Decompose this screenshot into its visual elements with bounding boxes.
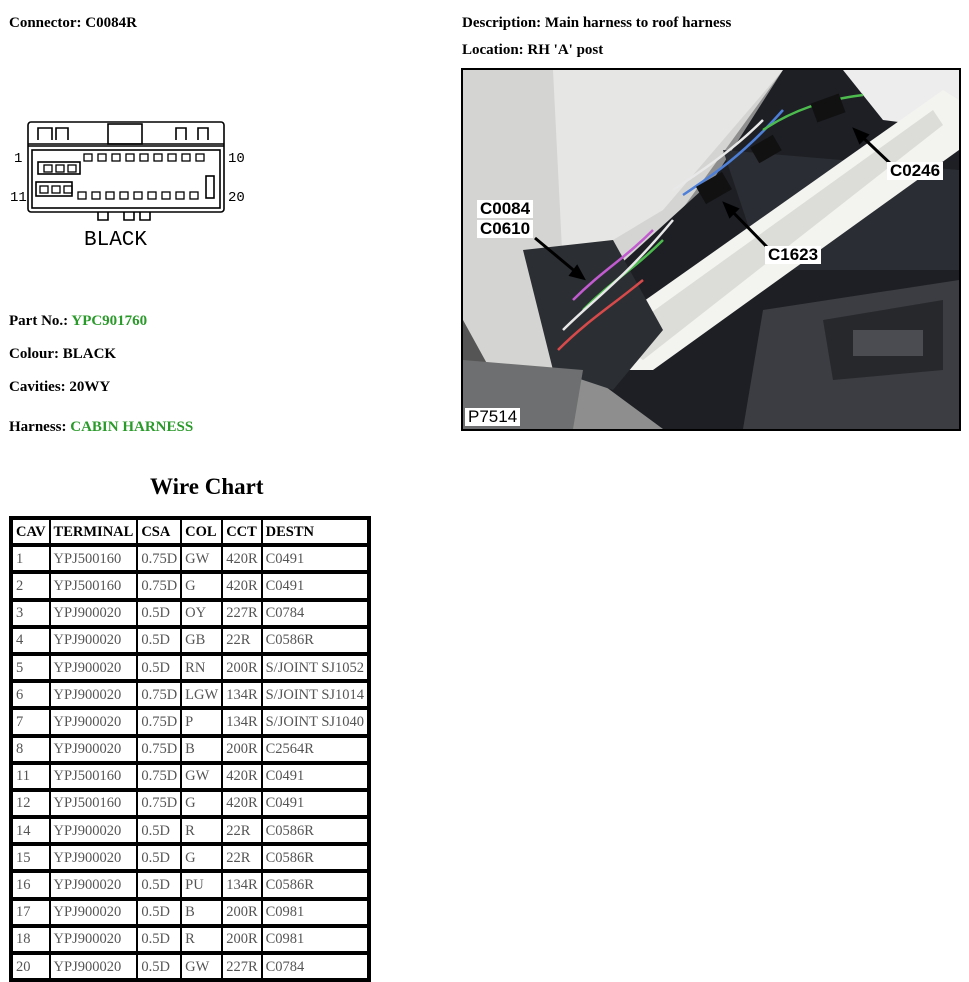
cell-cav: 6: [12, 680, 50, 707]
location-heading: [462, 42, 603, 59]
part-no-line: [9, 313, 147, 330]
callout-c0084: C0084: [477, 200, 533, 218]
cell-cav: 14: [12, 816, 50, 843]
cell-cct: 22R: [222, 816, 261, 843]
cell-csa: 0.75D: [137, 680, 181, 707]
cell-cav: 18: [12, 925, 50, 952]
table-row: [12, 843, 368, 870]
cell-terminal: YPJ900020: [50, 626, 138, 653]
wire-chart-body: [12, 544, 368, 979]
connector-label: Connector:: [9, 15, 82, 31]
cell-cav: 7: [12, 707, 50, 734]
colour-value: BLACK: [62, 346, 117, 362]
cell-cav: 12: [12, 789, 50, 816]
cell-csa: 0.75D: [137, 735, 181, 762]
cell-terminal: YPJ500160: [50, 762, 138, 789]
cell-col: PU: [181, 870, 222, 897]
cell-terminal: YPJ500160: [50, 571, 138, 598]
cell-terminal: YPJ900020: [50, 653, 138, 680]
cell-terminal: YPJ900020: [50, 599, 138, 626]
connector-heading: [9, 15, 137, 32]
cell-cct: 134R: [222, 870, 261, 897]
table-row: [12, 762, 368, 789]
cell-cct: 420R: [222, 571, 261, 598]
cell-csa: 0.5D: [137, 653, 181, 680]
cell-destn: C0491: [262, 544, 368, 571]
cell-destn: C0586R: [262, 843, 368, 870]
table-row: [12, 599, 368, 626]
header-cav: CAV: [12, 519, 50, 544]
cavities-line: [9, 379, 110, 396]
cell-cct: 134R: [222, 680, 261, 707]
cell-col: GW: [181, 952, 222, 979]
callout-c0610: C0610: [477, 220, 533, 238]
cell-col: GW: [181, 762, 222, 789]
cavities-label: Cavities:: [9, 379, 66, 395]
table-row: [12, 626, 368, 653]
cell-cct: 22R: [222, 843, 261, 870]
cell-col: P: [181, 707, 222, 734]
colour-label: Colour:: [9, 346, 59, 362]
cell-col: B: [181, 898, 222, 925]
table-row: [12, 816, 368, 843]
cell-col: GW: [181, 544, 222, 571]
cell-destn: C0981: [262, 925, 368, 952]
cell-cav: 20: [12, 952, 50, 979]
header-terminal: TERMINAL: [50, 519, 138, 544]
header-col: COL: [181, 519, 222, 544]
cell-col: LGW: [181, 680, 222, 707]
cell-destn: C2564R: [262, 735, 368, 762]
cell-cct: 22R: [222, 626, 261, 653]
cell-csa: 0.75D: [137, 571, 181, 598]
cell-cct: 200R: [222, 898, 261, 925]
cell-terminal: YPJ900020: [50, 816, 138, 843]
pin-20-label: 20: [228, 190, 245, 206]
cell-terminal: YPJ900020: [50, 707, 138, 734]
wire-chart-title: Wire Chart: [150, 474, 264, 499]
cell-cct: 420R: [222, 762, 261, 789]
header-csa: CSA: [137, 519, 181, 544]
cell-cav: 17: [12, 898, 50, 925]
cell-cct: 420R: [222, 544, 261, 571]
cell-col: R: [181, 925, 222, 952]
cell-csa: 0.5D: [137, 952, 181, 979]
cell-terminal: YPJ900020: [50, 735, 138, 762]
connector-drawing: [8, 112, 258, 252]
cell-destn: C0586R: [262, 626, 368, 653]
cell-csa: 0.5D: [137, 599, 181, 626]
wire-chart-table: [9, 516, 371, 982]
callout-c0246: C0246: [887, 162, 943, 180]
cell-csa: 0.5D: [137, 816, 181, 843]
pin-11-label: 11: [10, 190, 27, 206]
photo-illustration: [463, 70, 959, 429]
cell-cct: 134R: [222, 707, 261, 734]
cell-cct: 200R: [222, 653, 261, 680]
table-row: [12, 707, 368, 734]
cell-cct: 227R: [222, 952, 261, 979]
cell-terminal: YPJ500160: [50, 789, 138, 816]
cell-csa: 0.5D: [137, 870, 181, 897]
table-row: [12, 544, 368, 571]
table-header-row: [12, 519, 368, 544]
cell-cav: 11: [12, 762, 50, 789]
cell-csa: 0.5D: [137, 626, 181, 653]
cell-destn: C0491: [262, 789, 368, 816]
cell-terminal: YPJ900020: [50, 870, 138, 897]
cell-destn: S/JOINT SJ1014: [262, 680, 368, 707]
cell-terminal: YPJ900020: [50, 898, 138, 925]
header-cct: CCT: [222, 519, 261, 544]
cell-col: G: [181, 571, 222, 598]
header-destn: DESTN: [262, 519, 368, 544]
cell-terminal: YPJ900020: [50, 952, 138, 979]
pin-1-label: 1: [14, 151, 23, 167]
table-row: [12, 571, 368, 598]
cell-cav: 1: [12, 544, 50, 571]
cavities-value: 20WY: [69, 379, 111, 395]
cell-csa: 0.5D: [137, 925, 181, 952]
cell-col: B: [181, 735, 222, 762]
cell-destn: C0491: [262, 571, 368, 598]
table-row: [12, 870, 368, 897]
table-row: [12, 898, 368, 925]
table-row: [12, 653, 368, 680]
cell-csa: 0.75D: [137, 707, 181, 734]
cell-destn: S/JOINT SJ1052: [262, 653, 368, 680]
cell-cct: 200R: [222, 925, 261, 952]
cell-destn: C0784: [262, 952, 368, 979]
cell-col: RN: [181, 653, 222, 680]
cell-cav: 3: [12, 599, 50, 626]
description-value: Main harness to roof harness: [544, 15, 732, 31]
cell-cav: 8: [12, 735, 50, 762]
cell-destn: C0491: [262, 762, 368, 789]
connector-color-text: BLACK: [84, 229, 148, 252]
description-heading: [462, 15, 731, 32]
cell-cct: 200R: [222, 735, 261, 762]
photo-reference: P7514: [465, 408, 520, 426]
connector-face-diagram: [8, 112, 258, 252]
harness-label: Harness:: [9, 419, 67, 435]
cell-cct: 227R: [222, 599, 261, 626]
table-row: [12, 735, 368, 762]
connector-id: C0084R: [85, 15, 137, 31]
cell-cav: 16: [12, 870, 50, 897]
cell-csa: 0.5D: [137, 843, 181, 870]
description-label: Description:: [462, 15, 542, 31]
colour-line: [9, 346, 116, 363]
cell-destn: C0586R: [262, 816, 368, 843]
cell-destn: S/JOINT SJ1040: [262, 707, 368, 734]
table-row: [12, 789, 368, 816]
harness-link[interactable]: CABIN HARNESS: [70, 419, 194, 435]
cell-cav: 2: [12, 571, 50, 598]
cell-destn: C0981: [262, 898, 368, 925]
cell-cav: 15: [12, 843, 50, 870]
cell-terminal: YPJ900020: [50, 843, 138, 870]
cell-terminal: YPJ900020: [50, 925, 138, 952]
cell-csa: 0.75D: [137, 544, 181, 571]
cell-cct: 420R: [222, 789, 261, 816]
cell-cav: 5: [12, 653, 50, 680]
cell-csa: 0.75D: [137, 789, 181, 816]
harness-line: [9, 419, 193, 436]
location-value: RH 'A' post: [527, 42, 604, 58]
cell-col: GB: [181, 626, 222, 653]
table-row: [12, 925, 368, 952]
cell-terminal: YPJ500160: [50, 544, 138, 571]
cell-csa: 0.75D: [137, 762, 181, 789]
location-label: Location:: [462, 42, 524, 58]
location-photo: [461, 68, 961, 431]
table-row: [12, 680, 368, 707]
callout-c1623: C1623: [765, 246, 821, 264]
part-no-label: Part No.:: [9, 313, 69, 329]
cell-col: G: [181, 789, 222, 816]
table-row: [12, 952, 368, 979]
cell-col: G: [181, 843, 222, 870]
cell-csa: 0.5D: [137, 898, 181, 925]
cell-terminal: YPJ900020: [50, 680, 138, 707]
pin-10-label: 10: [228, 151, 245, 167]
cell-destn: C0586R: [262, 870, 368, 897]
part-no-link[interactable]: YPC901760: [71, 313, 148, 329]
cell-col: OY: [181, 599, 222, 626]
cell-col: R: [181, 816, 222, 843]
cell-destn: C0784: [262, 599, 368, 626]
cell-cav: 4: [12, 626, 50, 653]
